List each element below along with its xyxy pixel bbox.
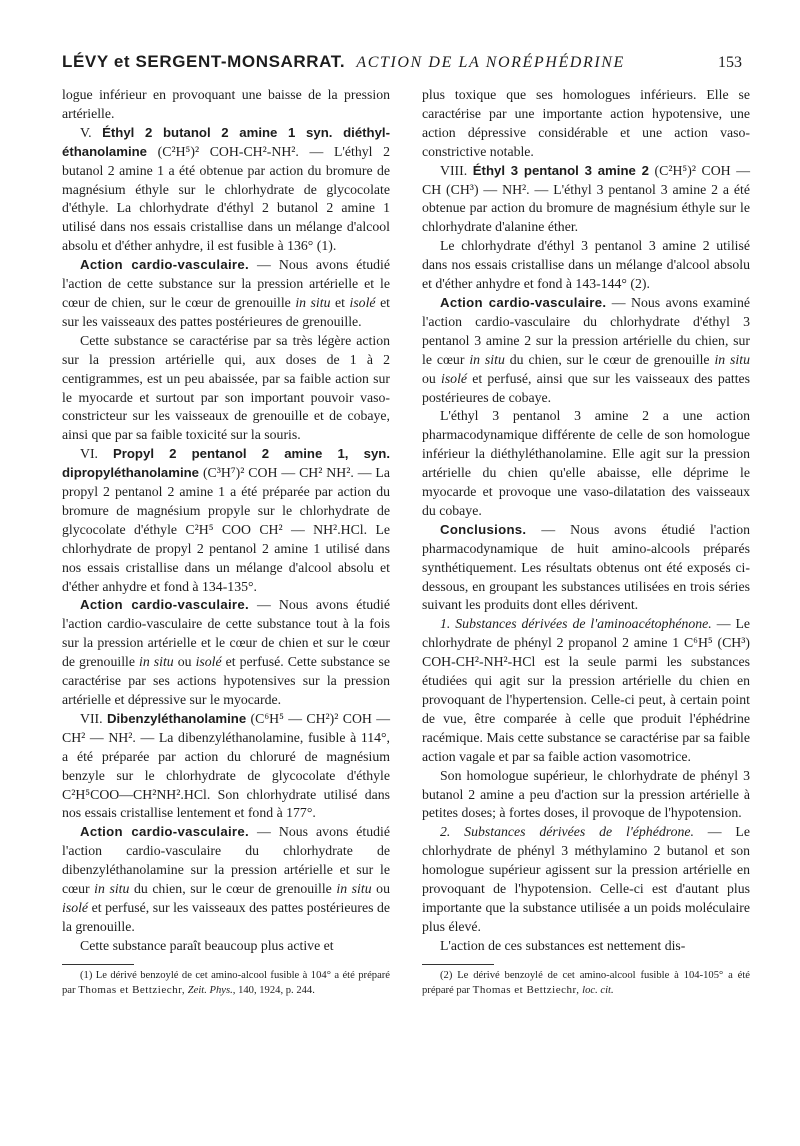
subsection-label: Action cardio-vasculaire. <box>80 257 249 273</box>
section-text: — La dibenzyléthanolamine, fusible à 114°, a été préparée par action du chloruré de magnésium benzyle sur le chlorhydrate de glycocolate d'éthyle C²H⁵COO—CH²NH².HCl. Son chlorhydrate utilisé dans nos essais cristallise lentement et fond à 177°. <box>62 729 390 821</box>
running-head <box>62 52 742 82</box>
text: (1) Le dérivé benzoylé de cet amino-alcool fusible à 104° a été préparé par <box>62 969 390 996</box>
paragraph: Cette substance se caractérise par sa très légère action sur la pression artérielle qui, aux doses de 1 à 2 centigrammes, est un peu abaissée, par sa faible action sur le myocarde et surtout par son important pouvoir vaso-constricteur sur les vaisseaux de grenouille et de cobaye, ainsi que par sa faible toxicité sur la souris. <box>62 332 390 443</box>
conclusion-2 <box>422 823 750 936</box>
right-column <box>422 86 750 998</box>
italic-term: isolé <box>195 654 222 670</box>
section-7 <box>62 710 390 823</box>
page-number: 153 <box>718 54 742 71</box>
italic-term: in situ <box>139 654 174 670</box>
text: 140, 1924, p. 244. <box>238 984 315 996</box>
paragraph <box>62 823 390 936</box>
text: — Le chlorhydrate de phényl 3 méthylamino 2 butanol et son homologue supérieur agissent sur la pression artérielle en provoquant de l'hypotension. Celle-ci est d'autant plus importante que la substance utilisée a un poids moléculaire plus élevé. <box>422 824 750 934</box>
section-number: VI. <box>80 446 99 462</box>
section-text: — L'éthyl 2 butanol 2 amine 1 a été obtenue par action du bromure de magnésium éthyle sur le chlorhydrate de glycocolate d'éthyle. La chlorhydrate d'éthyl 2 butanol 2 amine 1 utilisé dans nos essais cristallise dans un mélange d'alcool absolu et d'éther anhydre, il est fusible à 136° (1). <box>62 143 390 254</box>
section-title: Propyl 2 pentanol 2 amine 1, syn. dipropyléthanolamine <box>62 446 390 481</box>
conclusions <box>422 521 750 616</box>
conclusion-heading: 2. Substances dérivées de l'éphédrone. <box>440 824 694 840</box>
italic-term: in situ <box>714 351 750 367</box>
text: et perfusé, ainsi que sur les vaisseaux des pattes postérieures de cobaye. <box>422 370 751 405</box>
footnote-loc-cit: loc. cit. <box>582 984 614 996</box>
section-title: Éthyl 3 pentanol 3 amine 2 <box>472 162 649 178</box>
footnote-divider <box>422 964 494 965</box>
formula: (C²H⁵)² COH-CH²-NH². <box>157 143 299 159</box>
text: ou <box>422 370 436 386</box>
paragraph <box>62 256 390 332</box>
text: et sur les vaisseaux des pattes postérieures de grenouille. <box>62 294 391 329</box>
paragraph <box>62 596 390 709</box>
section-title: Dibenzyléthanolamine <box>106 710 247 726</box>
conclusion-heading: 1. Substances dérivées de l'aminoacétophénone. <box>440 616 712 632</box>
text: (2) Le dérivé benzoylé de cet amino-alcool fusible à 104-105° a été préparé par <box>422 969 750 996</box>
header-title: ACTION DE LA NORÉPHÉDRINE <box>356 54 625 71</box>
italic-term: in situ <box>336 881 372 897</box>
conclusion-1 <box>422 615 750 766</box>
section-5 <box>62 124 390 256</box>
conclusions-label: Conclusions. <box>440 521 527 537</box>
paragraph: Le chlorhydrate d'éthyl 3 pentanol 3 amine 2 utilisé dans nos essais cristallise dans un mélange d'alcool absolu et d'éther anhydre et fond à 143-144° (2). <box>422 238 750 292</box>
text: — Nous avons étudié l'action pharmacodynamique de huit amino-alcools préparés synthétiquement. Les résultats obtenus ont été exposés ci-dessous, en groupant les substances utilisées en trois séries suivant les produits dont elles dérivent. <box>422 521 750 613</box>
section-number: V. <box>80 124 92 140</box>
footnote-1 <box>62 969 390 998</box>
text: — Nous avons étudié l'action cardio-vasculaire du chlorhydrate de dibenzyléthanolamine sur la pression artérielle et sur le cœur <box>62 824 390 897</box>
section-number: VII. <box>80 710 103 726</box>
footnote-2 <box>422 969 750 998</box>
header-authors: LÉVY et SERGENT-MONSARRAT. <box>62 52 346 71</box>
italic-term: isolé <box>62 899 89 915</box>
text: — Le chlorhydrate de phényl 2 propanol 2 amine 1 C⁶H⁵ (CH³) COH-CH²-NH²-HCl est la seule parmi les substances étudiées qui agit sur la pression artérielle du chien en provoquant de l'hypertension. Celle-ci peut, à certain point de vue, être comparée à celle que produit l'éphédrine racémique. Mais cette substance se caractérise par sa faible action vagale et par sa faible action vasomotrice. <box>422 616 750 764</box>
section-text: — L'éthyl 3 pentanol 3 amine 2 a été obtenue par action du bromure de magnésium éthyle sur le chlorhydrate d'alanine éther. <box>422 181 750 235</box>
footnote-authors: Thomas et Bettziechr, <box>472 983 580 996</box>
paragraph: Cette substance paraît beaucoup plus active et <box>80 937 334 953</box>
text: et perfusé. Cette substance se caractérise par ses actions hypotensives sur la pression artérielle et dépressive sur le myocarde. <box>62 654 390 707</box>
subsection-label: Action cardio-vasculaire. <box>80 824 249 840</box>
formula: (C³H⁷)² COH — CH² NH². <box>202 465 354 481</box>
subsection-label: Action cardio-vasculaire. <box>80 597 249 613</box>
text: ou <box>376 881 390 897</box>
footnote-authors: Thomas et Bettziechr, <box>78 983 186 996</box>
text: du chien, sur le cœur de grenouille <box>509 351 710 367</box>
footnote-divider <box>62 964 134 965</box>
paragraph: plus toxique que ses homologues inférieurs. Elle se caractérise par une importante action hypotensive, une action dépressive considérable et une action vaso-constrictive notable. <box>422 87 750 159</box>
italic-term: isolé <box>349 294 376 310</box>
italic-term: isolé <box>440 370 468 386</box>
footnote-journal: Zeit. Phys., <box>187 984 236 996</box>
section-text: — La propyl 2 pentanol 2 amine 1 a été préparée par action du bromure de magnésium propyle sur le chlorhydrate de glycocolate d'éthyle C²H⁵ COO CH² — NH².HCl. Le chlorhydrate de propyl 2 pentanol 2 amine 1 utilisé dans nos essais cristallise dans un mélange d'alcool absolu et d'éther anhydre et fond à 134-135°. <box>62 465 390 594</box>
paragraph: Son homologue supérieur, le chlorhydrate de phényl 3 butanol 2 amine a peu d'action sur la pression artérielle à petites doses; à fortes doses, il provoque de l'hypotension. <box>422 767 750 821</box>
text: — Nous avons examiné l'action cardio-vasculaire du chlorhydrate d'éthyl 3 pentanol 3 amine 2 sur la pression artérielle du chien, sur le cœur <box>422 294 750 367</box>
paragraph <box>422 294 750 407</box>
subsection-label: Action cardio-vasculaire. <box>440 294 607 310</box>
formula: (C²H⁵)² COH — CH (CH³) — NH². <box>422 162 751 197</box>
formula: (C⁶H⁵ — CH²)² COH — CH² — NH². <box>62 710 391 745</box>
italic-term: in situ <box>94 881 130 897</box>
text: du chien, sur le cœur de grenouille <box>133 881 332 897</box>
section-8 <box>422 162 750 238</box>
paragraph: L'éthyl 3 pentanol 3 amine 2 a une action pharmacodynamique différente de celle de son homologue inférieur la diéthyléthanolamine. Elle agit sur la pression artérielle du chien qu'elle abaisse, elle déprime le myocarde et provoque une vaso-dilatation des vaisseaux du cobaye. <box>422 408 750 518</box>
left-column <box>62 86 390 998</box>
section-6 <box>62 445 390 596</box>
text: et perfusé, sur les vaisseaux des pattes postérieures de la grenouille. <box>62 899 391 934</box>
italic-term: in situ <box>295 294 331 310</box>
paragraph: logue inférieur en provoquant une baisse de la pression artérielle. <box>62 87 390 121</box>
italic-term: in situ <box>469 351 505 367</box>
text: — Nous avons étudié l'action de cette substance sur la pression artérielle et le cœur de chien, sur le cœur de grenouille <box>62 257 390 310</box>
section-title: Éthyl 2 butanol 2 amine 1 syn. diéthyl-éthanolamine <box>62 124 390 159</box>
text: — Nous avons étudié l'action cardio-vasculaire de cette substance tout à la fois sur la pression artérielle et le cœur de chien et sur le cœur de grenouille <box>62 597 390 670</box>
text: ou <box>177 654 192 670</box>
paragraph: L'action de ces substances est nettement dis- <box>440 937 686 953</box>
text: et <box>335 294 345 310</box>
section-number: VIII. <box>440 162 468 178</box>
